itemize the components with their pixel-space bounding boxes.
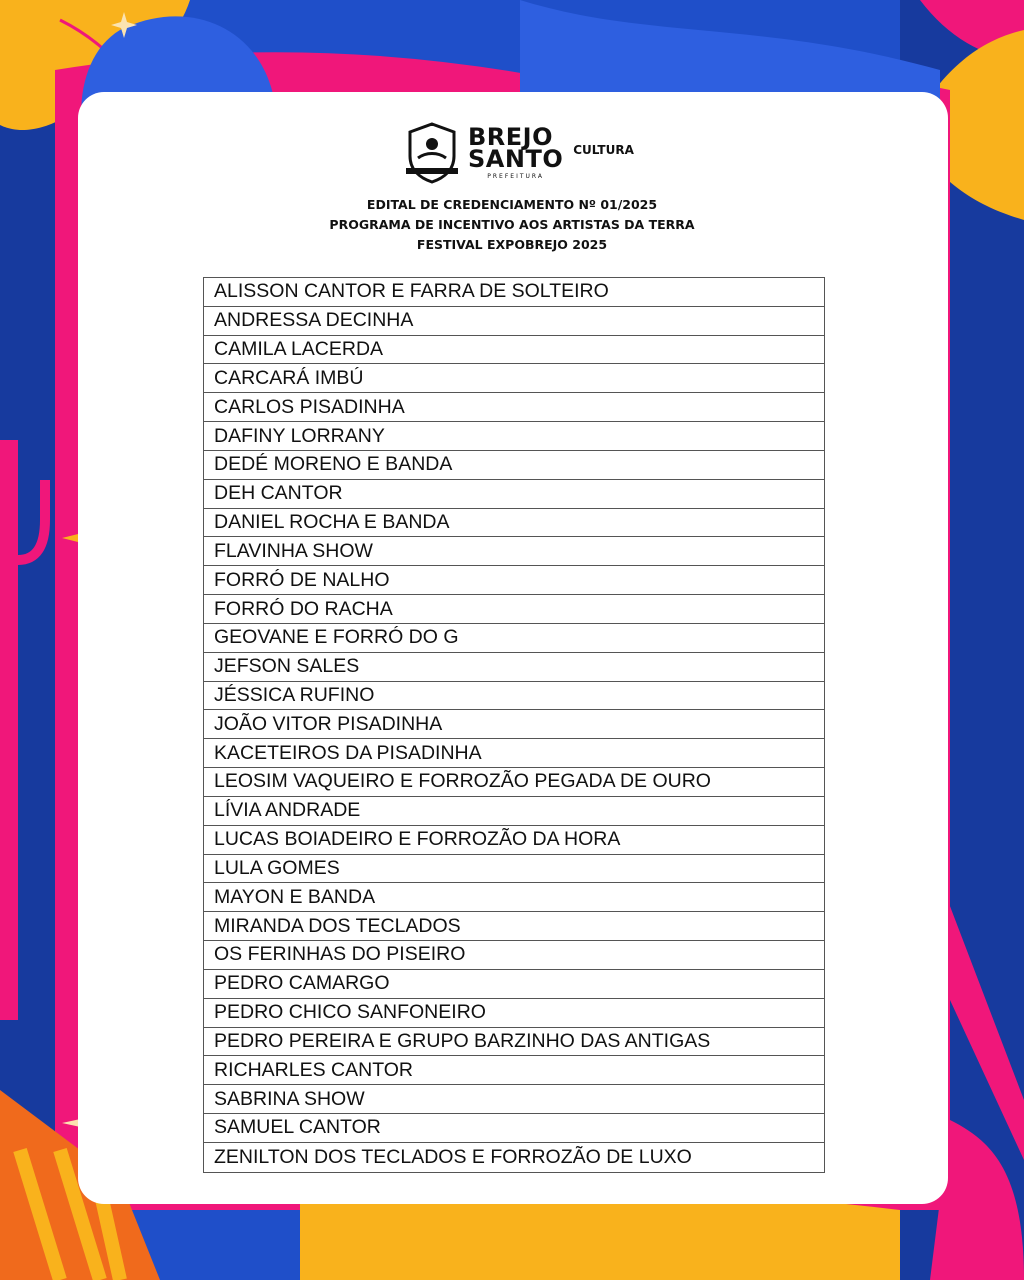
- page-title: [0, 195, 1024, 255]
- title-line-1: EDITAL DE CREDENCIAMENTO Nº 01/2025: [366, 197, 658, 212]
- table-row: ANDRESSA DECINHA: [204, 307, 824, 336]
- table-row: JEFSON SALES: [204, 653, 824, 682]
- brand-line-2: SANTO: [468, 145, 564, 173]
- table-row: GEOVANE E FORRÓ DO G: [204, 624, 824, 653]
- table-row: MIRANDA DOS TECLADOS: [204, 912, 824, 941]
- table-row: FLAVINHA SHOW: [204, 537, 824, 566]
- table-row: SABRINA SHOW: [204, 1085, 824, 1114]
- brejo-santo-logo: [404, 120, 634, 186]
- table-row: FORRÓ DE NALHO: [204, 566, 824, 595]
- table-row: PEDRO PEREIRA E GRUPO BARZINHO DAS ANTIGAS: [204, 1028, 824, 1057]
- table-row: CARCARÁ IMBÚ: [204, 364, 824, 393]
- brand-line-1: BREJO: [468, 123, 553, 151]
- title-line-2: PROGRAMA DE INCENTIVO AOS ARTISTAS DA TERRA: [329, 217, 695, 232]
- table-row: DAFINY LORRANY: [204, 422, 824, 451]
- table-row: CARLOS PISADINHA: [204, 393, 824, 422]
- table-row: DANIEL ROCHA E BANDA: [204, 509, 824, 538]
- table-row: ALISSON CANTOR E FARRA DE SOLTEIRO: [204, 278, 824, 307]
- table-row: LEOSIM VAQUEIRO E FORROZÃO PEGADA DE OURO: [204, 768, 824, 797]
- title-line-3: FESTIVAL EXPOBREJO 2025: [416, 237, 608, 252]
- table-row: PEDRO CAMARGO: [204, 970, 824, 999]
- brand-subtitle: PREFEITURA: [487, 173, 544, 180]
- table-row: CAMILA LACERDA: [204, 336, 824, 365]
- table-row: JÉSSICA RUFINO: [204, 682, 824, 711]
- table-row: PEDRO CHICO SANFONEIRO: [204, 999, 824, 1028]
- table-row: FORRÓ DO RACHA: [204, 595, 824, 624]
- table-row: LUCAS BOIADEIRO E FORROZÃO DA HORA: [204, 826, 824, 855]
- table-row: JOÃO VITOR PISADINHA: [204, 710, 824, 739]
- cactus-left: [0, 440, 18, 1020]
- brand-wordmark: [468, 123, 564, 180]
- table-row: OS FERINHAS DO PISEIRO: [204, 941, 824, 970]
- brand-tag: CULTURA: [573, 143, 634, 157]
- table-row: ZENILTON DOS TECLADOS E FORROZÃO DE LUXO: [214, 1145, 692, 1168]
- artist-list-table: [203, 277, 825, 1173]
- table-row: MAYON E BANDA: [204, 883, 824, 912]
- table-row: DEH CANTOR: [204, 480, 824, 509]
- table-row: LULA GOMES: [204, 855, 824, 884]
- table-row: RICHARLES CANTOR: [204, 1056, 824, 1085]
- city-crest-icon: [404, 122, 460, 184]
- table-row: LÍVIA ANDRADE: [204, 797, 824, 826]
- table-row: SAMUEL CANTOR: [204, 1114, 824, 1143]
- table-row: KACETEIROS DA PISADINHA: [204, 739, 824, 768]
- table-row: DEDÉ MORENO E BANDA: [204, 451, 824, 480]
